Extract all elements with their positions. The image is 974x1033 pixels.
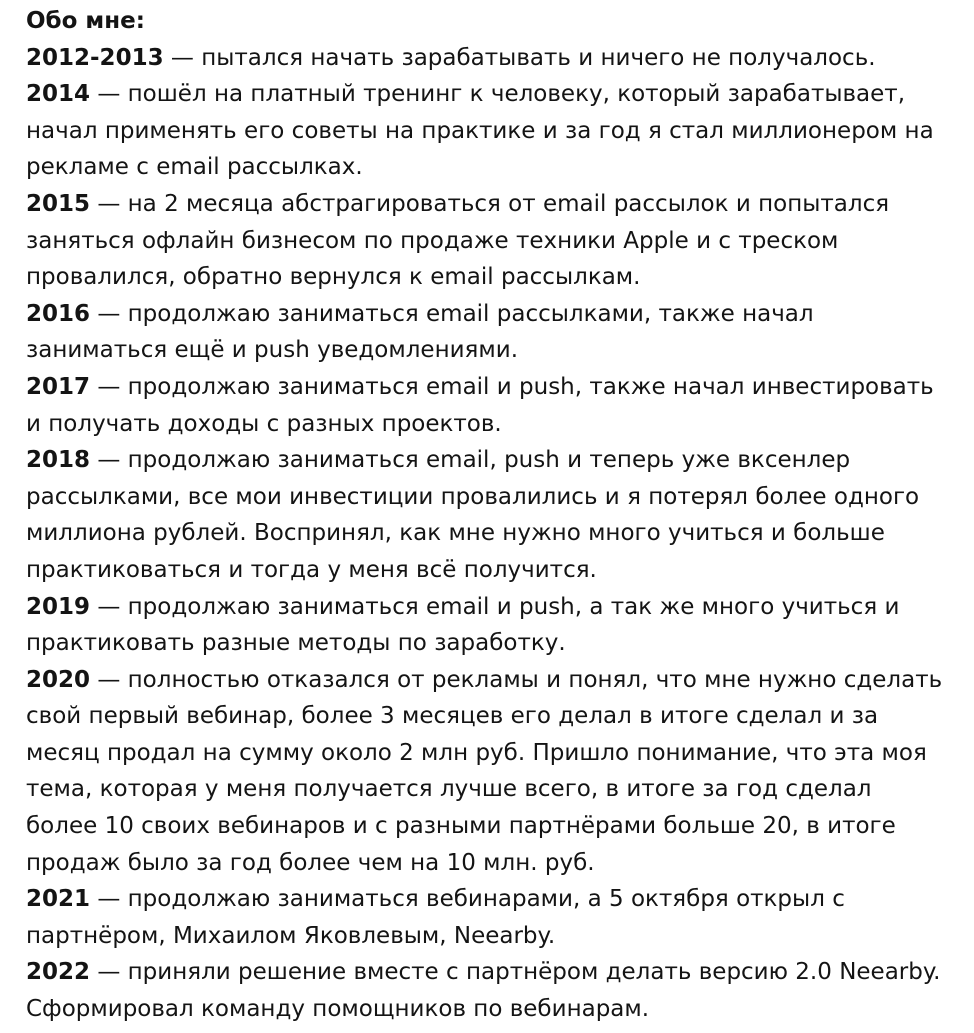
entry-text: полностью отказался от рекламы и понял, что мне нужно сделать свой первый вебинар, более 3 месяцев его делал в итоге сделал и за месяц продал на сумму около 2 млн руб. Пришло понимание, что эта моя тема, которая у меня получается лучше всего, в итоге за год сделал более 10 своих вебинаров и с разными партнёрами больше 20, в итоге продаж было за год более чем на 10 млн. руб. [26,666,943,876]
entry-year: 2018 [26,447,91,474]
entry-text: продолжаю заниматься email рассылками, также начал заниматься ещё и push уведомлениями. [26,300,814,364]
entry-year: 2020 [26,666,91,693]
entry-dash: — [90,593,128,620]
entry-year: 2012-2013 [26,44,164,71]
entry-text: продолжаю заниматься email и push, а так же много учиться и практиковать разные методы по заработку. [26,593,900,657]
timeline-entry-2019 [26,589,974,662]
entry-dash: — [90,447,128,474]
entry-dash: — [90,300,128,327]
timeline-entry-2022 [26,954,974,1027]
entry-text: на 2 месяца абстрагироваться от email рассылок и попытался заняться офлайн бизнесом по продаже техники Apple и с треском провалился, обратно вернулся к email рассылкам. [26,190,890,291]
timeline-entry-2014 [26,76,974,186]
timeline-entry-2015 [26,186,974,296]
timeline-entry-2016 [26,296,974,369]
entry-dash: — [90,81,128,108]
entry-text: продолжаю заниматься вебинарами, а 5 октября открыл с партнёром, Михаилом Яковлевым, Neearby. [26,886,845,949]
entry-dash: — [163,44,202,71]
timeline-entry-2017 [26,369,974,442]
entry-text: продолжаю заниматься email, push и теперь уже вксенлер рассылками, все мои инвестиции провалились и я потерял более одного миллиона рублей. Воспринял, как мне нужно много учиться и больше практиковаться и тогда у меня всё получится. [26,447,920,583]
entry-year: 2022 [26,959,91,986]
timeline-entry-2018 [26,442,974,588]
entry-year: 2014 [26,81,91,108]
about-me-heading: Обо мне: [26,8,145,34]
entry-dash: — [90,190,128,217]
entry-year: 2017 [26,373,91,400]
entry-dash: — [90,886,128,913]
entry-year: 2019 [26,593,91,620]
timeline-entry-2020 [26,662,974,882]
timeline-entry-2012-2013 [26,40,974,77]
entry-dash: — [90,959,128,986]
entry-text: продолжаю заниматься email и push, также начал инвестировать и получать доходы с разных проектов. [26,373,934,437]
timeline-entry-2021 [26,881,974,954]
entry-year: 2016 [26,300,91,327]
entry-year: 2021 [26,886,91,913]
entry-text: пошёл на платный тренинг к человеку, который зарабатывает, начал применять его советы на практике и за год я стал миллионером на рекламе с email рассылках. [26,81,934,181]
entry-dash: — [90,373,128,400]
entry-year: 2015 [26,190,91,217]
entry-text: приняли решение вместе с партнёром делать версию 2.0 Neearby. Сформировал команду помощников по вебинарам. [26,959,941,1023]
entry-text: пытался начать зарабатывать и ничего не получалось. [201,44,876,71]
entry-dash: — [90,666,128,693]
